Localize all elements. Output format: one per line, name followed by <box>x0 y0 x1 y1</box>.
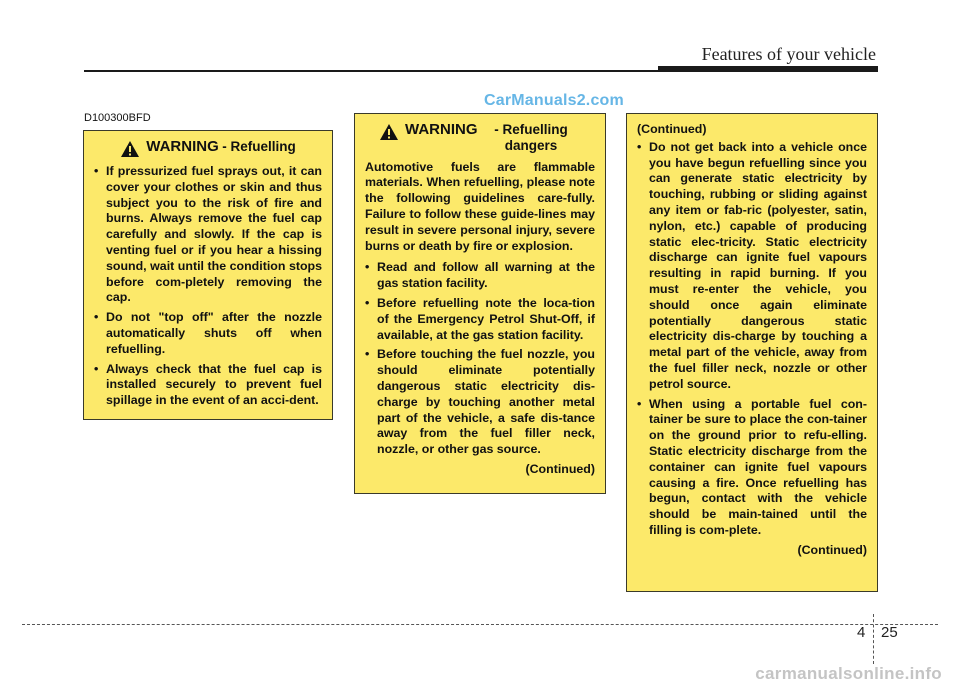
chapter-number: 4 <box>857 624 866 641</box>
warning-intro: Automotive fuels are flammable materials. When refuelling, please note the following guidelines care-fully. Failure to follow these guide-lines may result in severe personal injury, severe burns or death by fire or explosion. <box>365 159 595 253</box>
warning-bullet-list <box>94 164 322 409</box>
warning-title: - Refuelling dangers <box>494 122 568 153</box>
list-item: • Do not "top off" after the nozzle automatically shuts off when refuelling. <box>94 310 322 357</box>
continued-label: (Continued) <box>637 122 707 136</box>
warning-label: WARNING <box>146 138 219 155</box>
warning-header <box>365 122 595 154</box>
warning-bullet-list <box>637 140 867 539</box>
warning-bullet-list <box>365 260 595 458</box>
list-item: • If pressurized fuel sprays out, it can cover your clothes or skin and thus subject you to the risk of fire and burns. Always remove the fuel cap carefully and slowly. If the cap is venting fuel or if you hear a hissing sound, wait until the condition stops before com-pletely removing the cap. <box>94 164 322 306</box>
page-section-title: Features of your vehicle <box>701 44 876 64</box>
list-item: • Always check that the fuel cap is installed securely to prevent fuel spillage in the event of an acci-dent. <box>94 362 322 409</box>
list-item: • Before refuelling note the loca-tion of the Emergency Petrol Shut-Off, if available, at the gas station facility. <box>365 296 595 343</box>
warning-triangle-icon <box>120 140 140 158</box>
list-item: • Read and follow all warning at the gas station facility. <box>365 260 595 292</box>
watermark-top[interactable]: CarManuals2.com <box>484 92 624 109</box>
warning-box-continued <box>626 113 878 592</box>
page-divider <box>873 614 874 664</box>
list-item: • Before touching the fuel nozzle, you should eliminate potentially dangerous static electricity dis-charge by touching another metal part of the vehicle, a safe dis-tance away from the fuel filler neck, nozzle, or other gas source. <box>365 347 595 458</box>
warning-header <box>94 139 322 158</box>
continued-label: (Continued) <box>797 542 867 557</box>
header-rule-accent <box>658 66 878 72</box>
warning-triangle-icon <box>379 123 399 141</box>
warning-title: - Refuelling <box>222 139 296 154</box>
warning-box-refuelling-dangers <box>354 113 606 494</box>
list-item: • When using a portable fuel con-tainer be sure to place the con-tainer on the ground prior to refu-elling. Static electricity discharge from the container can ignite fuel vapours causing a fire. Once refuelling has begun, contact with the vehicle should be main-tained until the filling is com-plete. <box>637 397 867 539</box>
section-code: D100300BFD <box>84 112 151 124</box>
page-number: 25 <box>881 624 898 641</box>
footer-rule <box>22 624 938 625</box>
warning-label: WARNING <box>405 121 478 138</box>
warning-box-refuelling <box>83 130 333 420</box>
continued-label: (Continued) <box>525 461 595 476</box>
list-item: • Do not get back into a vehicle once you have begun refuelling since you can generate static electricity by touching, rubbing or sliding against any item or fab-ric (polyester, satin, nylon, etc.) capable of producing static elec-tricity. Static electricity discharge can ignite fuel vapours resulting in rapid burning. If you must re-enter the vehicle, you should once again eliminate potentially dangerous static electricity dis-charge by touching a metal part of the vehicle, away from the fuel filler neck, nozzle or other petrol source. <box>637 140 867 393</box>
watermark-bottom[interactable]: carmanualsonline.info <box>755 664 942 683</box>
